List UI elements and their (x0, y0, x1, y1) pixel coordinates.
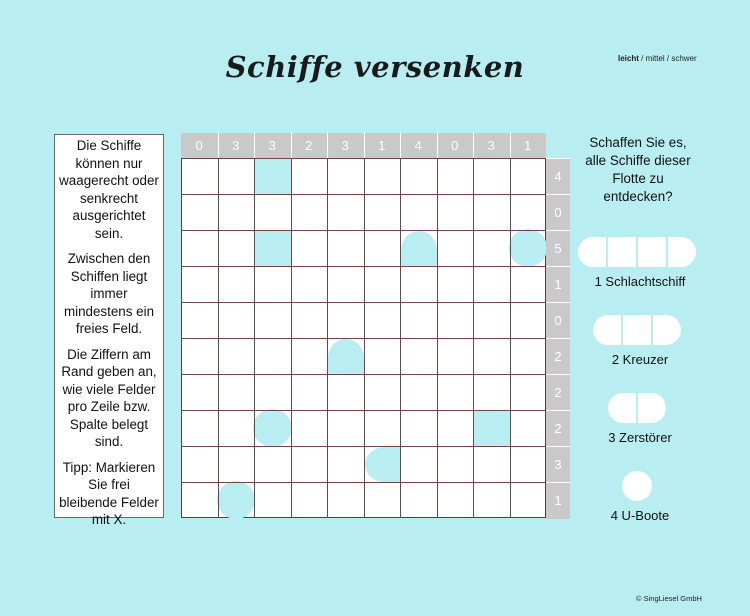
ship-segment-square[interactable] (255, 231, 291, 266)
grid-cell[interactable] (218, 266, 255, 302)
grid-cell[interactable] (181, 230, 218, 266)
grid-cell[interactable] (218, 302, 255, 338)
grid-cell[interactable] (218, 230, 255, 266)
column-count: 3 (473, 133, 510, 158)
grid-cell[interactable] (473, 446, 510, 482)
grid-cell[interactable] (291, 266, 328, 302)
grid-line (218, 133, 219, 518)
grid-cell[interactable] (400, 158, 437, 194)
grid-cell[interactable] (510, 410, 547, 446)
grid-cell[interactable] (364, 266, 401, 302)
grid-cell[interactable] (364, 302, 401, 338)
rules-box (54, 134, 164, 527)
grid-cell[interactable] (291, 158, 328, 194)
grid-line (181, 482, 546, 483)
grid-cell[interactable] (510, 158, 547, 194)
grid-cell[interactable] (400, 194, 437, 230)
grid-cell[interactable] (327, 266, 364, 302)
grid-cell[interactable] (400, 266, 437, 302)
grid-cell[interactable] (291, 302, 328, 338)
grid-cell[interactable] (327, 158, 364, 194)
grid-cell[interactable] (473, 302, 510, 338)
grid-cell[interactable] (181, 482, 218, 518)
grid-cell[interactable] (291, 230, 328, 266)
row-count: 4 (546, 158, 570, 195)
fleet-label: 2 Kreuzer (611, 352, 669, 367)
grid-line (181, 338, 546, 339)
grid-cell[interactable] (510, 374, 547, 410)
grid-cell[interactable] (437, 230, 474, 266)
row-count: 3 (546, 446, 570, 483)
ship-segment-cap-top[interactable] (401, 231, 437, 266)
column-count: 1 (510, 133, 547, 158)
row-count: 0 (546, 302, 570, 339)
ship-icon-segment (578, 237, 606, 267)
rule-text: Die Schiffe können nur waagerecht oder senkrecht ausgerichtet sein. (59, 138, 159, 241)
grid-cell[interactable] (364, 194, 401, 230)
grid-cell[interactable] (254, 446, 291, 482)
ship-segment-circle[interactable] (217, 481, 256, 519)
header-separator (327, 133, 328, 158)
grid-cell[interactable] (473, 338, 510, 374)
difficulty-easy[interactable]: leicht (618, 54, 639, 63)
grid-cell[interactable] (327, 374, 364, 410)
column-count: 3 (327, 133, 364, 158)
fleet-label: 4 U-Boote (610, 508, 670, 523)
column-count: 2 (291, 133, 328, 158)
row-count: 5 (546, 230, 570, 267)
grid-cell[interactable] (400, 374, 437, 410)
grid-cell[interactable] (437, 446, 474, 482)
grid-cell[interactable] (327, 302, 364, 338)
grid-line (510, 133, 511, 518)
fleet-label: 3 Zerstörer (608, 430, 672, 445)
grid-line (364, 133, 365, 518)
row-count: 1 (546, 482, 570, 519)
row-count: 1 (546, 266, 570, 303)
grid-cell[interactable] (181, 338, 218, 374)
grid-cell[interactable] (181, 446, 218, 482)
ship-icon-segment (653, 315, 681, 345)
grid-cell[interactable] (181, 410, 218, 446)
grid-cell[interactable] (181, 158, 218, 194)
grid-cell[interactable] (291, 446, 328, 482)
grid-cell[interactable] (291, 410, 328, 446)
grid-cell[interactable] (510, 338, 547, 374)
grid-cell[interactable] (291, 194, 328, 230)
row-count: 0 (546, 194, 570, 231)
row-count: 2 (546, 410, 570, 447)
row-count: 2 (546, 338, 570, 375)
grid-cell[interactable] (437, 338, 474, 374)
grid-cell[interactable] (400, 302, 437, 338)
header-separator (254, 133, 255, 158)
grid-cell[interactable] (437, 194, 474, 230)
grid-cell[interactable] (218, 158, 255, 194)
grid-cell[interactable] (473, 482, 510, 518)
grid-cell[interactable] (437, 482, 474, 518)
rule-text: Zwischen den Schiffen liegt immer mindestens ein freies Feld. (63, 251, 155, 336)
grid-cell[interactable] (473, 194, 510, 230)
column-count: 4 (400, 133, 437, 158)
grid-line (181, 446, 546, 447)
ship-segment-circle[interactable] (509, 229, 548, 267)
grid-cell[interactable] (327, 230, 364, 266)
ship-segment-square[interactable] (255, 159, 291, 194)
grid-cell[interactable] (510, 302, 547, 338)
grid-cell[interactable] (181, 194, 218, 230)
grid-cell[interactable] (510, 194, 547, 230)
grid-line (327, 133, 328, 518)
column-count: 0 (437, 133, 474, 158)
grid-cell[interactable] (364, 410, 401, 446)
grid-cell[interactable] (181, 302, 218, 338)
header-separator (400, 133, 401, 158)
grid-line (181, 194, 546, 195)
grid-cell[interactable] (437, 266, 474, 302)
grid-line (181, 158, 546, 159)
copyright: © SingLiesel GmbH (636, 594, 702, 603)
grid-line (181, 302, 546, 303)
grid-cell[interactable] (327, 194, 364, 230)
ship-segment-circle[interactable] (253, 409, 292, 447)
grid-cell[interactable] (364, 374, 401, 410)
ship-icon-segment (608, 237, 636, 267)
header-separator (364, 133, 365, 158)
header-separator (218, 133, 219, 158)
grid-line (291, 133, 292, 518)
grid-cell[interactable] (510, 446, 547, 482)
grid-cell[interactable] (254, 194, 291, 230)
grid-cell[interactable] (218, 338, 255, 374)
grid-cell[interactable] (473, 374, 510, 410)
grid-line (181, 374, 546, 375)
rule-text: Tipp: Markieren Sie frei bleibende Felder mit X. (59, 459, 159, 527)
difficulty-selector[interactable] (618, 54, 697, 63)
column-count: 0 (181, 133, 218, 158)
fleet-label: 1 Schlachtschiff (594, 274, 686, 289)
grid-cell[interactable] (400, 446, 437, 482)
grid-cell[interactable] (181, 266, 218, 302)
grid-cell[interactable] (473, 230, 510, 266)
grid-cell[interactable] (437, 374, 474, 410)
grid-cell[interactable] (254, 302, 291, 338)
fleet-question: Schaffen Sie es, alle Schiffe dieser Flotte zu entdecken? (585, 135, 691, 204)
grid-cell[interactable] (254, 374, 291, 410)
header-separator (473, 133, 474, 158)
grid-cell[interactable] (254, 266, 291, 302)
ship-segment-cap-left[interactable] (365, 447, 401, 482)
grid-cell[interactable] (364, 482, 401, 518)
grid-cell[interactable] (400, 338, 437, 374)
grid-cell[interactable] (473, 266, 510, 302)
column-count: 3 (218, 133, 255, 158)
u-boot-icon (622, 471, 652, 501)
ship-icon-segment (608, 393, 636, 423)
grid-cell[interactable] (510, 482, 547, 518)
page-title: Schiffe versenken (225, 50, 525, 84)
header-separator (291, 133, 292, 158)
grid-line (181, 266, 546, 267)
grid-cell[interactable] (510, 266, 547, 302)
column-count: 1 (364, 133, 401, 158)
grid-cell[interactable] (291, 374, 328, 410)
row-count: 2 (546, 374, 570, 411)
ship-icon-segment (668, 237, 696, 267)
grid-line (181, 230, 546, 231)
grid-cell[interactable] (218, 410, 255, 446)
difficulty-other[interactable]: / mittel / schwer (638, 54, 697, 63)
grid-cell[interactable] (400, 482, 437, 518)
grid-cell[interactable] (218, 446, 255, 482)
ship-segment-cap-top[interactable] (328, 339, 364, 374)
ship-icon-segment (638, 393, 666, 423)
grid-cell[interactable] (291, 338, 328, 374)
grid-cell[interactable] (364, 338, 401, 374)
ship-icon-segment (623, 315, 651, 345)
grid-line (254, 133, 255, 518)
header-separator (437, 133, 438, 158)
ship-icon-segment (593, 315, 621, 345)
grid-cell[interactable] (364, 158, 401, 194)
grid-cell[interactable] (254, 338, 291, 374)
grid-cell[interactable] (473, 158, 510, 194)
grid-cell[interactable] (181, 374, 218, 410)
ship-segment-square[interactable] (474, 411, 510, 446)
column-count: 3 (254, 133, 291, 158)
header-separator (510, 133, 511, 158)
grid-cell[interactable] (254, 482, 291, 518)
grid-cell[interactable] (437, 158, 474, 194)
rule-text: Die Ziffern am Rand geben an, wie viele Felder pro Zeile bzw. Spalte belegt sind. (61, 346, 157, 449)
grid-cell[interactable] (218, 194, 255, 230)
grid-cell[interactable] (437, 302, 474, 338)
grid-cell[interactable] (327, 410, 364, 446)
grid-line (181, 410, 546, 411)
grid-line (473, 133, 474, 518)
grid-cell[interactable] (364, 230, 401, 266)
grid-cell[interactable] (218, 374, 255, 410)
ship-icon-segment (638, 237, 666, 267)
grid-cell[interactable] (327, 482, 364, 518)
grid-line (437, 133, 438, 518)
grid-cell[interactable] (291, 482, 328, 518)
grid-cell[interactable] (400, 410, 437, 446)
grid-cell[interactable] (437, 410, 474, 446)
grid-cell[interactable] (327, 446, 364, 482)
grid-line (400, 133, 401, 518)
